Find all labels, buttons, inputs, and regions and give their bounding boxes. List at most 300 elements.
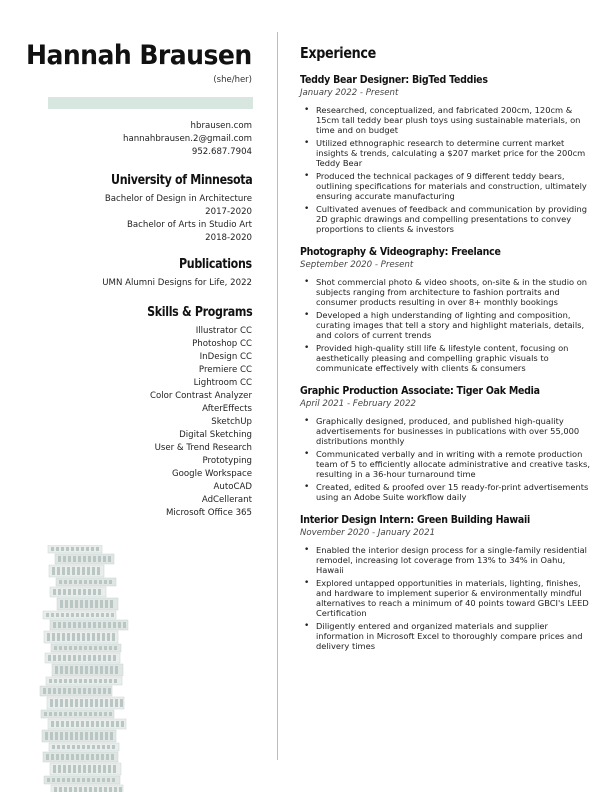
building-window [52, 633, 55, 641]
building-window [105, 600, 108, 608]
job-bullets [300, 416, 590, 502]
building-window [55, 666, 58, 674]
building-window [82, 567, 85, 575]
building-window [118, 622, 121, 628]
building-window [74, 646, 77, 650]
building-window [76, 754, 79, 760]
building-window [123, 622, 126, 628]
building-window [103, 688, 106, 694]
building-window [83, 688, 86, 694]
job-title: Teddy Bear Designer: BigTed Teddies [300, 73, 488, 86]
building-window [98, 556, 101, 562]
building-window [72, 567, 75, 575]
building-window [53, 589, 56, 595]
job-bullet: • Created, edited & proofed over 15 ready-for-print advertisements using an Adobe Suite workflow daily [300, 482, 590, 502]
building-window [87, 633, 90, 641]
building-window [106, 721, 109, 727]
building-window [56, 547, 59, 551]
building-window [69, 787, 72, 792]
building-window [89, 712, 92, 716]
building-window [104, 712, 107, 716]
building-window [73, 765, 76, 773]
column-divider [277, 32, 278, 760]
building-window [91, 721, 94, 727]
building-window [72, 778, 75, 782]
building-window [81, 613, 84, 617]
building-window [108, 688, 111, 694]
building-window [115, 699, 118, 707]
skills-title: Skills & Programs [146, 304, 252, 320]
building-window [59, 787, 62, 792]
skill-item: AutoCAD [213, 482, 252, 492]
building-window [57, 745, 60, 749]
building-window [85, 600, 88, 608]
building-window [64, 787, 67, 792]
building-window [103, 765, 106, 773]
job-title: Interior Design Intern: Green Building Hawaii [300, 513, 531, 526]
building-window [105, 699, 108, 707]
building-window [90, 699, 93, 707]
building-window [92, 567, 95, 575]
job-date: April 2021 - February 2022 [300, 399, 416, 409]
building-window [96, 613, 99, 617]
building-window [102, 633, 105, 641]
building-window [95, 732, 98, 740]
building-window [78, 589, 81, 595]
building-window [70, 600, 73, 608]
building-window [51, 721, 54, 727]
building-window [70, 699, 73, 707]
building-window [68, 622, 71, 628]
building-window [120, 699, 123, 707]
job-bullet: • Shot commercial photo & video shoots, on-site & in the studio on subjects ranging from architecture to fashion portraits and consumer products resulting in over 8+ monthly bookings [300, 277, 590, 307]
building-window [104, 580, 107, 584]
education-title: University of Minnesota [110, 172, 252, 188]
building-window [99, 646, 102, 650]
job-bullet: • Graphically designed, produced, and published high-quality advertisements for businesses in publications with over 55,000 distributions monthly [300, 416, 590, 446]
building-window [66, 754, 69, 760]
building-window [97, 745, 100, 749]
building-window [116, 721, 119, 727]
building-window [93, 688, 96, 694]
building-window [112, 633, 115, 641]
building-window [84, 787, 87, 792]
building-window [108, 655, 111, 661]
building-window [85, 732, 88, 740]
building-window [73, 556, 76, 562]
building-window [77, 778, 80, 782]
building-window [88, 622, 91, 628]
building-window [84, 580, 87, 584]
building-window [58, 655, 61, 661]
building-window [49, 679, 52, 683]
building-window [68, 655, 71, 661]
job-title: Graphic Production Associate: Tiger Oak Media [300, 384, 540, 397]
building-window [82, 633, 85, 641]
building-window [65, 666, 68, 674]
publications-section [102, 256, 252, 290]
building-window [78, 688, 81, 694]
publications-title: Publications [179, 256, 252, 272]
building-window [96, 547, 99, 551]
building-window [60, 732, 63, 740]
building-window [63, 765, 66, 773]
building-window [68, 765, 71, 773]
building-window [82, 778, 85, 782]
building-window [61, 721, 64, 727]
building-window [65, 732, 68, 740]
building-window [107, 633, 110, 641]
building-window [58, 622, 61, 628]
building-window [102, 745, 105, 749]
skill-item: Photoshop CC [192, 339, 252, 349]
building-window [78, 655, 81, 661]
building-window [110, 666, 113, 674]
building-window [83, 765, 86, 773]
building-window [97, 633, 100, 641]
building-window [106, 754, 109, 760]
building-window [111, 754, 114, 760]
building-window [106, 613, 109, 617]
building-window [81, 721, 84, 727]
building-window [86, 754, 89, 760]
building-window [98, 622, 101, 628]
building-window [97, 567, 100, 575]
building-window [90, 732, 93, 740]
experience-title: Experience [300, 44, 376, 62]
building-window [79, 712, 82, 716]
building-window [71, 721, 74, 727]
building-window [62, 567, 65, 575]
building-window [63, 655, 66, 661]
building-window [81, 547, 84, 551]
building-window [72, 633, 75, 641]
building-window [83, 622, 86, 628]
building-window [98, 765, 101, 773]
job-bullets [300, 105, 590, 234]
job-entry [300, 73, 590, 234]
building-window [92, 745, 95, 749]
building-window [94, 646, 97, 650]
building-window [91, 547, 94, 551]
building-window [103, 556, 106, 562]
building-window [114, 787, 117, 792]
building-window [95, 699, 98, 707]
job-bullet: • Communicated verbally and in writing with a remote production team of 5 to efficiently allocate administrative and creative tasks, resulting in a 36-hour turnaround time [300, 449, 590, 479]
building-window [119, 787, 122, 792]
building-window [109, 580, 112, 584]
building-window [112, 778, 115, 782]
building-window [96, 754, 99, 760]
right-column [300, 44, 590, 654]
building-window [93, 556, 96, 562]
building-window [108, 765, 111, 773]
building-window [104, 646, 107, 650]
building-window [103, 622, 106, 628]
building-window [114, 679, 117, 683]
building-window [54, 646, 57, 650]
building-window [56, 613, 59, 617]
building-window [53, 655, 56, 661]
skill-item: Illustrator CC [195, 326, 252, 336]
building-window [77, 745, 80, 749]
building-window [77, 633, 80, 641]
building-window [95, 600, 98, 608]
building-window [96, 721, 99, 727]
building-window [89, 646, 92, 650]
building-window [68, 556, 71, 562]
job-date: November 2020 - January 2021 [300, 528, 436, 538]
building-window [67, 778, 70, 782]
building-window [99, 787, 102, 792]
building-window [75, 699, 78, 707]
building-window [63, 622, 66, 628]
building-window [94, 679, 97, 683]
building-window [66, 613, 69, 617]
building-window [94, 787, 97, 792]
building-image [38, 545, 138, 792]
building-window [83, 655, 86, 661]
building-window [47, 778, 50, 782]
building-window [99, 580, 102, 584]
building-window [47, 633, 50, 641]
building-window [48, 688, 51, 694]
building-window [88, 556, 91, 562]
building-window [63, 688, 66, 694]
building-window [49, 712, 52, 716]
building-window [108, 622, 111, 628]
job-bullet: • Researched, conceptualized, and fabricated 200cm, 120cm & 15cm tall teddy bear plush toys using sustainable materials, on time and on budget [300, 105, 590, 135]
building-window [57, 778, 60, 782]
building-window [71, 547, 74, 551]
building-window [59, 712, 62, 716]
building-window [104, 787, 107, 792]
building-window [75, 732, 78, 740]
building-window [92, 778, 95, 782]
building-window [84, 712, 87, 716]
building-window [80, 666, 83, 674]
building-window [80, 732, 83, 740]
building-window [46, 754, 49, 760]
building-window [53, 688, 56, 694]
building-window [61, 547, 64, 551]
building-window [98, 589, 101, 595]
skill-item: Microsoft Office 365 [165, 508, 252, 518]
building-window [71, 754, 74, 760]
building-window [79, 646, 82, 650]
building-window [70, 732, 73, 740]
building-window [75, 666, 78, 674]
building-window [95, 666, 98, 674]
building-window [69, 712, 72, 716]
building-window [76, 613, 79, 617]
building-window [46, 613, 49, 617]
building-window [53, 765, 56, 773]
building-window [84, 679, 87, 683]
skill-item: Color Contrast Analyzer [149, 391, 252, 401]
building-window [108, 556, 111, 562]
building-window [111, 721, 114, 727]
building-window [88, 688, 91, 694]
building-window [68, 589, 71, 595]
building-window [51, 754, 54, 760]
building-window [57, 633, 60, 641]
building-window [102, 778, 105, 782]
left-column [0, 0, 268, 792]
building-window [48, 655, 51, 661]
building-window [78, 622, 81, 628]
building-window [85, 666, 88, 674]
building-window [44, 712, 47, 716]
skill-item: InDesign CC [199, 352, 252, 362]
building-window [58, 556, 61, 562]
building-window [79, 679, 82, 683]
skill-item: AdCellerant [201, 495, 252, 505]
building-window [91, 613, 94, 617]
building-window [54, 679, 57, 683]
building-window [69, 679, 72, 683]
publication-line: UMN Alumni Designs for Life, 2022 [102, 278, 252, 288]
building-window [100, 600, 103, 608]
building-window [59, 646, 62, 650]
building-window [64, 679, 67, 683]
building-window [113, 622, 116, 628]
pronouns: (she/her) [213, 75, 252, 85]
building-window [100, 666, 103, 674]
building-window [73, 688, 76, 694]
building-window [56, 721, 59, 727]
skill-item: Google Workspace [171, 469, 252, 479]
building-window [76, 721, 79, 727]
building-window [77, 567, 80, 575]
building-window [85, 699, 88, 707]
job-bullet: • Provided high-quality still life & lifestyle content, focusing on aesthetically pleasing and compelling graphic visuals to communicate effectively with clients & consumers [300, 343, 590, 373]
job-date: January 2022 - Present [300, 88, 399, 98]
building-window [83, 556, 86, 562]
building-window [57, 567, 60, 575]
building-window [94, 580, 97, 584]
building-window [61, 613, 64, 617]
job-bullet: • Explored untapped opportunities in materials, lighting, finishes, and hardware to implement superior & environmentally mindful alternatives to reach a minimum of 40 points toward GBCI's LEED Certification [300, 578, 590, 618]
job-bullet: • Utilized ethnographic research to determine current market insights & trends, calculating a $207 market price for the 200cm Teddy Bear [300, 138, 590, 168]
building-floor [42, 730, 116, 742]
building-window [74, 679, 77, 683]
contact-block [123, 120, 252, 159]
building-window [82, 745, 85, 749]
building-window [64, 580, 67, 584]
building-window [58, 589, 61, 595]
building-window [93, 589, 96, 595]
building-window [52, 778, 55, 782]
job-entry [300, 245, 590, 373]
building-window [97, 778, 100, 782]
building-window [87, 567, 90, 575]
building-window [99, 712, 102, 716]
building-window [79, 787, 82, 792]
skill-item: SketchUp [211, 417, 252, 427]
building-window [90, 600, 93, 608]
building-window [71, 613, 74, 617]
building-window [62, 745, 65, 749]
building-window [60, 699, 63, 707]
building-window [86, 721, 89, 727]
building-window [87, 745, 90, 749]
building-window [86, 613, 89, 617]
building-window [66, 721, 69, 727]
building-window [109, 646, 112, 650]
building-window [111, 613, 114, 617]
skill-item: Digital Sketching [179, 430, 252, 440]
building-window [113, 765, 116, 773]
building-window [101, 613, 104, 617]
building-window [100, 732, 103, 740]
building-window [43, 688, 46, 694]
building-window [65, 600, 68, 608]
degree-line: Bachelor of Arts in Studio Art [127, 220, 252, 230]
building-window [51, 547, 54, 551]
building-window [59, 679, 62, 683]
job-bullet: • Diligently entered and organized materials and supplier information in Microsoft Excel to thoroughly compare prices and delivery times [300, 621, 590, 651]
building-window [61, 754, 64, 760]
building-window [89, 580, 92, 584]
building-window [76, 547, 79, 551]
building-window [67, 745, 70, 749]
building-window [80, 600, 83, 608]
job-entry [300, 513, 590, 651]
building-window [98, 655, 101, 661]
building-window [107, 778, 110, 782]
building-window [100, 699, 103, 707]
job-entry [300, 384, 590, 502]
building-window [110, 699, 113, 707]
building-window [86, 547, 89, 551]
building-window [89, 787, 92, 792]
building-window [101, 754, 104, 760]
job-bullets [300, 545, 590, 651]
skill-item: User & Trend Research [154, 443, 252, 453]
building-window [83, 589, 86, 595]
building-window [73, 622, 76, 628]
building-window [50, 732, 53, 740]
building-window [84, 646, 87, 650]
building-window [74, 787, 77, 792]
building-window [113, 655, 116, 661]
building-window [65, 699, 68, 707]
building-window [78, 556, 81, 562]
building-window [68, 688, 71, 694]
building-window [52, 567, 55, 575]
building-window [73, 655, 76, 661]
building-window [64, 646, 67, 650]
building-window [121, 721, 124, 727]
building-window [105, 732, 108, 740]
building-window [66, 547, 69, 551]
building-window [88, 589, 91, 595]
building-window [105, 666, 108, 674]
building-window [75, 600, 78, 608]
building-window [67, 567, 70, 575]
email-link[interactable]: hannahbrausen.2@gmail.com [123, 134, 252, 144]
building-window [69, 580, 72, 584]
building-window [58, 765, 61, 773]
building-window [101, 721, 104, 727]
building-window [72, 745, 75, 749]
website-link[interactable]: hbrausen.com [190, 121, 252, 131]
degree-years: 2018-2020 [205, 233, 252, 243]
building-window [55, 699, 58, 707]
building-window [110, 600, 113, 608]
building-window [74, 712, 77, 716]
